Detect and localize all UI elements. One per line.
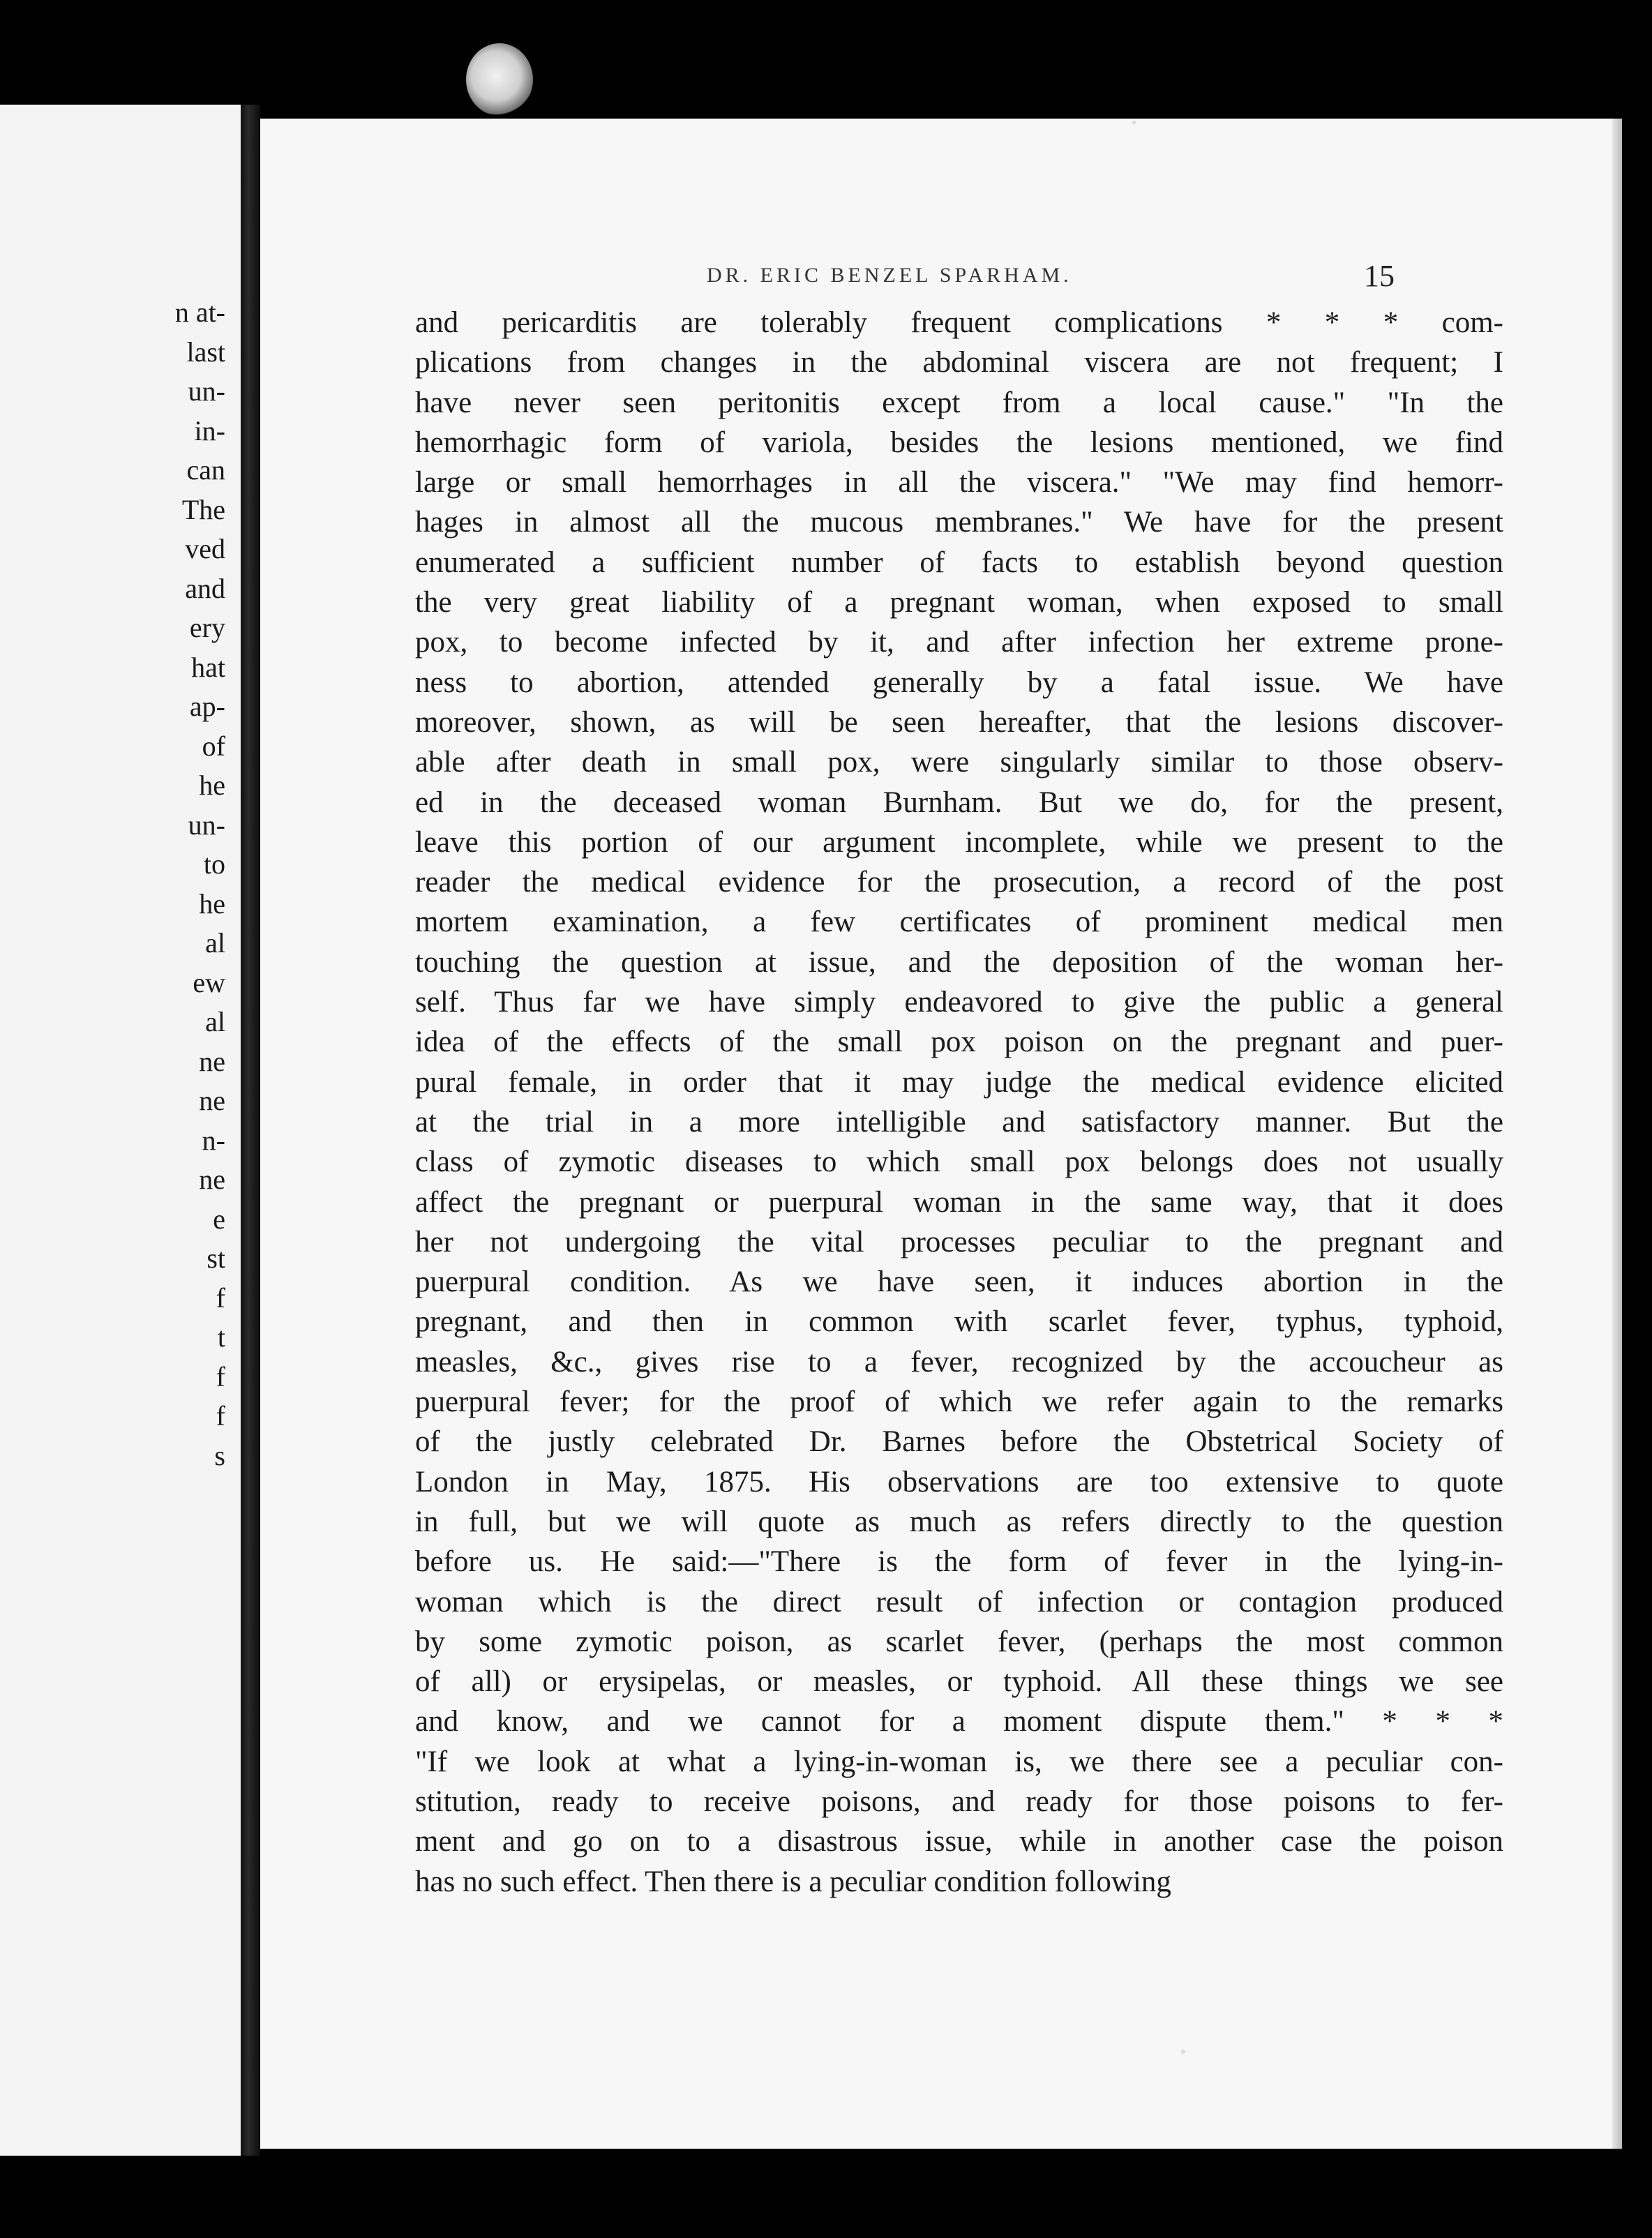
- text-line: moreover, shown, as will be seen hereafter, that the lesions discover-: [415, 705, 1503, 739]
- left-page-fragment: ew: [193, 966, 225, 998]
- text-line: able after death in small pox, were singularly similar to those observ-: [415, 746, 1503, 779]
- left-page-fragment: ne: [199, 1045, 225, 1077]
- left-page-fragment: un-: [188, 375, 225, 407]
- text-line: ness to abortion, attended generally by a fatal issue. We have: [415, 666, 1503, 699]
- left-page-fragment: n-: [202, 1124, 225, 1156]
- text-line: and pericarditis are tolerably frequent complications * * * com-: [415, 306, 1503, 339]
- left-page-fragment: f: [216, 1282, 225, 1314]
- left-page-fragment: he: [199, 887, 225, 919]
- left-page-fragment: ap-: [189, 691, 225, 722]
- page-edge: [1612, 119, 1622, 2149]
- left-page-fragment: t: [217, 1321, 225, 1353]
- dust-speck: [1132, 121, 1136, 124]
- text-line: self. Thus far we have simply endeavored to give the public a general: [415, 986, 1503, 1019]
- text-line: and know, and we cannot for a moment dispute them." * * *: [415, 1705, 1503, 1738]
- text-line: ed in the deceased woman Burnham. But we do, for the present,: [415, 786, 1503, 819]
- left-page-fragment: he: [199, 769, 225, 801]
- text-line: at the trial in a more intelligible and satisfactory manner. But the: [415, 1105, 1503, 1139]
- page-header: [260, 259, 1622, 306]
- left-page-fragment: last: [186, 336, 225, 368]
- left-page-fragment: al: [205, 1006, 225, 1037]
- text-line: in full, but we will quote as much as refers directly to the question: [415, 1505, 1503, 1538]
- page-number: 15: [1364, 259, 1395, 293]
- left-page-fragment: ved: [185, 533, 225, 564]
- left-page-fragment: f: [216, 1360, 225, 1392]
- left-page-fragment: can: [186, 454, 225, 486]
- left-page-fragment: of: [202, 730, 225, 762]
- text-line: measles, &c., gives rise to a fever, recognized by the accoucheur as: [415, 1345, 1503, 1379]
- left-page-fragment: n at-: [174, 296, 225, 328]
- left-page-fragment: ne: [199, 1164, 225, 1195]
- text-line: large or small hemorrhages in all the viscera." "We may find hemorr-: [415, 466, 1503, 500]
- text-line: of all) or erysipelas, or measles, or typhoid. All these things we see: [415, 1665, 1503, 1699]
- text-line: leave this portion of our argument incomplete, while we present to the: [415, 825, 1503, 859]
- left-page-fragment: al: [205, 927, 225, 959]
- text-line: woman which is the direct result of infection or contagion produced: [415, 1585, 1503, 1619]
- text-line: mortem examination, a few certificates of prominent medical men: [415, 906, 1503, 939]
- text-line: "If we look at what a lying-in-woman is, we there see a peculiar con-: [415, 1745, 1503, 1778]
- text-line: have never seen peritonitis except from a local cause." "In the: [415, 386, 1503, 419]
- text-line: ment and go on to a disastrous issue, while in another case the poison: [415, 1825, 1503, 1858]
- body-text: [415, 303, 1503, 1902]
- text-line: stitution, ready to receive poisons, and ready for those poisons to fer-: [415, 1785, 1503, 1818]
- left-page-fragment: ery: [189, 612, 225, 643]
- text-line: of the justly celebrated Dr. Barnes before the Obstetrical Society of: [415, 1425, 1503, 1459]
- left-page-fragment: s: [214, 1439, 225, 1471]
- left-page-fragment: f: [216, 1400, 225, 1432]
- left-page-fragment: st: [206, 1242, 225, 1274]
- ink-blot: [466, 43, 533, 116]
- left-page-fragment: ne: [199, 1085, 225, 1116]
- text-line: idea of the effects of the small pox poison on the pregnant and puer-: [415, 1026, 1503, 1059]
- text-line: class of zymotic diseases to which small pox belongs does not usually: [415, 1146, 1503, 1179]
- left-page-text-fragments: [175, 293, 225, 1475]
- text-line: hages in almost all the mucous membranes." We have for the present: [415, 506, 1503, 539]
- text-line: puerpural fever; for the proof of which we refer again to the remarks: [415, 1385, 1503, 1419]
- text-line: London in May, 1875. His observations are too extensive to quote: [415, 1465, 1503, 1499]
- text-line: pregnant, and then in common with scarlet fever, typhus, typhoid,: [415, 1305, 1503, 1339]
- book-gutter: [241, 105, 260, 2156]
- left-page-fragment: e: [213, 1203, 225, 1235]
- text-line: pox, to become infected by it, and after infection her extreme prone-: [415, 626, 1503, 659]
- text-line: has no such effect. Then there is a peculiar condition following: [415, 1865, 1171, 1898]
- text-line: plications from changes in the abdominal viscera are not frequent; I: [415, 346, 1503, 380]
- text-line: touching the question at issue, and the deposition of the woman her-: [415, 945, 1503, 979]
- left-page-fragment: in-: [194, 414, 225, 446]
- left-page-fragment: and: [185, 572, 225, 604]
- main-page: [260, 119, 1622, 2149]
- dust-speck: [1181, 2050, 1185, 2054]
- text-line: the very great liability of a pregnant woman, when exposed to small: [415, 586, 1503, 619]
- text-line: pural female, in order that it may judge the medical evidence elicited: [415, 1065, 1503, 1099]
- text-line: affect the pregnant or puerpural woman in the same way, that it does: [415, 1185, 1503, 1219]
- text-line: hemorrhagic form of variola, besides the lesions mentioned, we find: [415, 426, 1503, 459]
- text-line: puerpural condition. As we have seen, it induces abortion in the: [415, 1266, 1503, 1299]
- text-line: before us. He said:—"There is the form of fever in the lying-in-: [415, 1545, 1503, 1579]
- text-line: her not undergoing the vital processes peculiar to the pregnant and: [415, 1225, 1503, 1259]
- left-page-fragment: hat: [191, 651, 225, 683]
- text-line: by some zymotic poison, as scarlet fever, (perhaps the most common: [415, 1625, 1503, 1658]
- left-page-fragment: The: [181, 493, 225, 525]
- left-page-fragment: to: [203, 848, 225, 880]
- running-head: DR. ERIC BENZEL SPARHAM.: [707, 264, 1072, 287]
- left-facing-page: [0, 105, 241, 2156]
- left-page-fragment: un-: [188, 809, 225, 841]
- text-line: reader the medical evidence for the prosecution, a record of the post: [415, 866, 1503, 899]
- text-line: enumerated a sufficient number of facts to establish beyond question: [415, 546, 1503, 579]
